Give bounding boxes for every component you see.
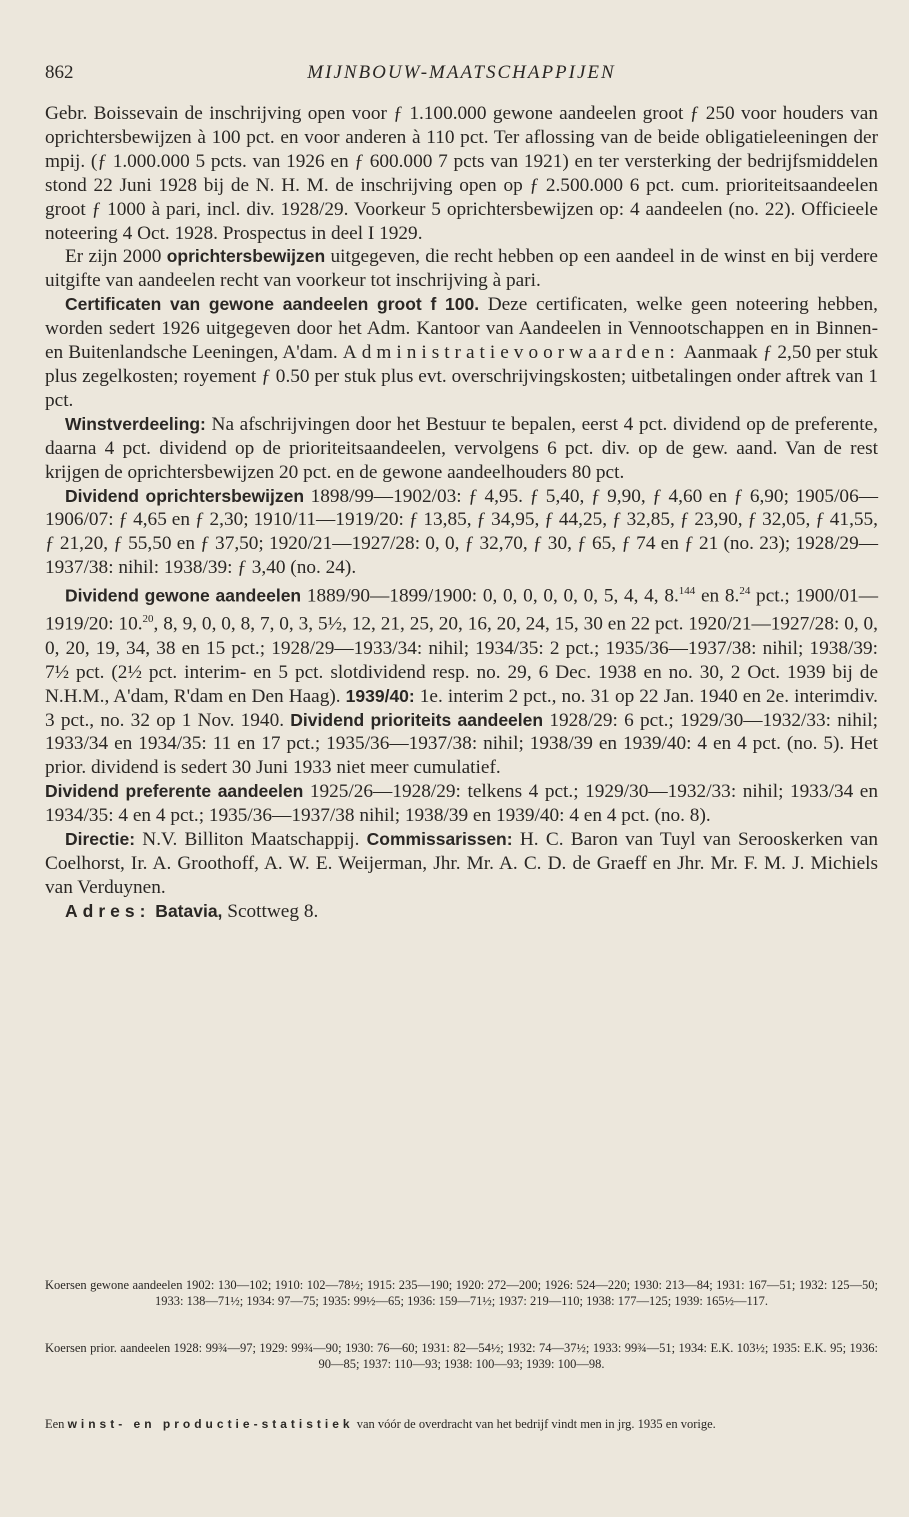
paragraph-issue xyxy=(45,102,878,245)
paragraph-address xyxy=(45,900,878,924)
p6-a: 1889/90—1899/1900: 0, 0, 0, 0, 0, 0, 5, 4, 4, 8. xyxy=(301,585,679,607)
footnote-spaced: winst- en productie-statistiek xyxy=(67,1417,354,1431)
paragraph-profit-distribution xyxy=(45,413,878,485)
p2-pre: Er zijn 2000 xyxy=(65,246,167,268)
p4-post: Na afschrijvingen door het Bestuur te bepalen, eerst 4 pct. dividend op de preferente, daarna 4 pct. dividend op de prioriteitsaandeelen, vervolgens 6 pct. div. op de gew. aand. Van de rest krijgen de oprichtersbewijzen 20 pct. en de gewone aandeelhouders 80 pct. xyxy=(45,413,878,483)
paragraph-management xyxy=(45,828,878,900)
paragraph-dividend-founders xyxy=(45,485,878,581)
p6-bold2: 1939/40: xyxy=(345,685,415,706)
p6-f: 1928/29: 6 pct.; 1929/30—1932/33: nihil; 1933/34 en 1934/35: 11 en 17 pct.; 1935/36—1937/38: nihil; 1938/39 en 1939/40: 4 en 4 pct. (no. 5). Het prior. dividend is sedert 30 Juni 1933 niet meer cumulatief. xyxy=(45,709,879,779)
footnote xyxy=(45,1417,878,1433)
p4-bold: Winstverdeeling: xyxy=(65,413,206,434)
paragraph-issue-text: Gebr. Boissevain de inschrijving open voor ƒ 1.100.000 gewone aandeelen groot ƒ 250 voor houders van oprichtersbewijzen à 100 pct. en voor anderen à 110 pct. Ter aflossing van de beide obligatieleeningen der mpij. (ƒ 1.000.000 5 pcts. van 1926 en ƒ 600.000 7 pcts van 1921) en ter versterking der bedrijfsmiddelen stond 22 Juni 1928 bij de N. H. M. de inschrijving open op ƒ 2.500.000 6 pct. cum. prioriteitsaandeelen groot ƒ 1000 à pari, incl. div. 1928/29. Voorkeur 5 oprichtersbewijzen op: 4 aandeelen (no. 22). Officieele noteering 4 Oct. 1928. Prospectus in deel I 1929. xyxy=(45,103,878,244)
p9-spaced: Adres: xyxy=(65,900,151,921)
prices-ordinary-shares: Koersen gewone aandeelen 1902: 130—102; 1910: 102—78½; 1915: 235—190; 1920: 272—200; 1926: 524—220; 1930: 213—84; 1931: 167—51; 1932: 125—50; 1933: 138—71½; 1934: 97—75; 1935: 99½—65; 1936: 159—71½; 1937: 219—110; 1938: 177—125; 1939: 165½—117. xyxy=(45,1278,878,1308)
p8-a: N.V. Billiton Maatschappij. xyxy=(135,829,367,851)
p8-bold2: Commissarissen: xyxy=(366,829,513,850)
page-number: 862 xyxy=(45,62,74,83)
footnote-post: van vóór de overdracht van het bedrijf vindt men in jrg. 1935 en vorige. xyxy=(353,1417,716,1431)
p8-b: H. C. Baron van Tuyl van Serooskerken van Coelhorst, Ir. A. Groothoff, A. W. E. Weijerman, Jhr. Mr. A. C. D. de Graeff en Jhr. Mr. F. M. J. Michiels van Verduynen. xyxy=(45,829,878,898)
prices-priority-shares: Koersen prior. aandeelen 1928: 99¾—97; 1929: 99¾—90; 1930: 76—60; 1931: 82—54½; 1932: 74—37½; 1933: 99¾—51; 1934: E.K. 103½; 1935: E.K. 95; 1936: 90—85; 1937: 110—93; 1938: 100—93; 1939: 100—98. xyxy=(45,1341,878,1371)
p6-c: pct.; 1900/01—1919/20: 10. xyxy=(45,585,878,635)
body-text xyxy=(45,102,878,924)
p5-post: 1898/99—1902/03: ƒ 4,95. ƒ 5,40, ƒ 9,90, ƒ 4,60 en ƒ 6,90; 1905/06—1906/07: ƒ 4,65 en ƒ 2,30; 1910/11—1919/20: ƒ 13,85, ƒ 34,95, ƒ 44,25, ƒ 32,85, ƒ 23,90, ƒ 32,05, ƒ 41,55, ƒ 21,20, ƒ 55,50 en ƒ 37,50; 1920/21—1927/28: 0, 0, ƒ 32,70, ƒ 30, ƒ 65, ƒ 74 en ƒ 21 (no. 23); 1928/29—1937/38: nihil: 1938/39: ƒ 3,40 (no. 24). xyxy=(45,485,878,579)
p7-post: 1925/26—1928/29: telkens 4 pct.; 1929/30—1932/33: nihil; 1933/34 en 1934/35: 4 en 4 pct.; 1935/36—1937/38 nihil; 1938/39 en 1939/40: 4 en 4 pct. (no. 8). xyxy=(45,781,878,827)
paragraph-certificates xyxy=(45,293,878,413)
p6-d: , 8, 9, 0, 0, 8, 7, 0, 3, 5½, 12, 21, 25, 20, 16, 20, 24, 15, 30 en 22 pct. 1920/21—1927/28: 0, 0, 0, 20, 19, 34, 38 en 15 pct.; 1928/29—1933/34: nihil; 1934/35: 2 pct.; 1935/36—1937/38: nihil; 1938/39: 7½ pct. (2½ pct. interim- en 5 pct. slotdividend resp. no. 29, 6 Dec. 1938 en no. 30, 2 Oct. 1939 bij de N.H.M., A'dam, R'dam en Den Haag). xyxy=(45,613,878,707)
p9-post: Scottweg 8. xyxy=(222,900,319,922)
p3-spaced: Administratievoorwaarden: xyxy=(342,342,680,364)
p6-b: en 8. xyxy=(695,585,740,607)
paragraph-dividend-ordinary xyxy=(45,580,878,780)
p8-bold1: Directie: xyxy=(65,829,136,850)
p2-post: uitgegeven, die recht hebben op een aandeel in de winst en bij verdere uitgifte van aandeelen recht van voorkeur tot inschrijving à pari. xyxy=(45,246,878,292)
footnote-pre: Een xyxy=(45,1417,68,1431)
p2-bold: oprichtersbewijzen xyxy=(166,246,326,267)
running-title: MIJNBOUW-MAATSCHAPPIJEN xyxy=(307,62,616,83)
p6-bold: Dividend gewone aandeelen xyxy=(65,585,302,606)
p5-bold: Dividend oprichtersbewijzen xyxy=(65,485,305,506)
p3-bold: Certificaten van gewone aandeelen groot f 100. xyxy=(65,294,480,315)
p9-bold: Batavia, xyxy=(150,900,223,921)
p6-sup1: 144 xyxy=(678,585,696,598)
paragraph-dividend-preferred xyxy=(45,780,878,828)
p7-bold: Dividend preferente aandeelen xyxy=(45,781,304,802)
p3-post: Aanmaak ƒ 2,50 per stuk plus zegelkosten; royement ƒ 0.50 per stuk plus evt. overschrijvingskosten; uitbetalingen onder aftrek van 1 pct. xyxy=(45,342,878,411)
paragraph-founders-shares xyxy=(45,245,878,293)
p6-e: 1e. interim 2 pct., no. 31 op 22 Jan. 1940 en 2e. interimdiv. 3 pct., no. 32 op 1 Nov. 1940. xyxy=(45,685,878,731)
p6-bold3: Dividend prioriteits aandeelen xyxy=(290,709,544,730)
p6-sup3: 20 xyxy=(142,613,154,626)
page-header xyxy=(45,60,878,90)
p3-mid: Deze certificaten, welke geen noteering hebben, worden sedert 1926 uitgegeven door het Adm. Kantoor van Aandeelen in Vennootschappen en in Binnen- en Buitenlandsche Leeningen, A'dam. xyxy=(45,294,878,364)
p6-sup2: 24 xyxy=(739,585,751,598)
